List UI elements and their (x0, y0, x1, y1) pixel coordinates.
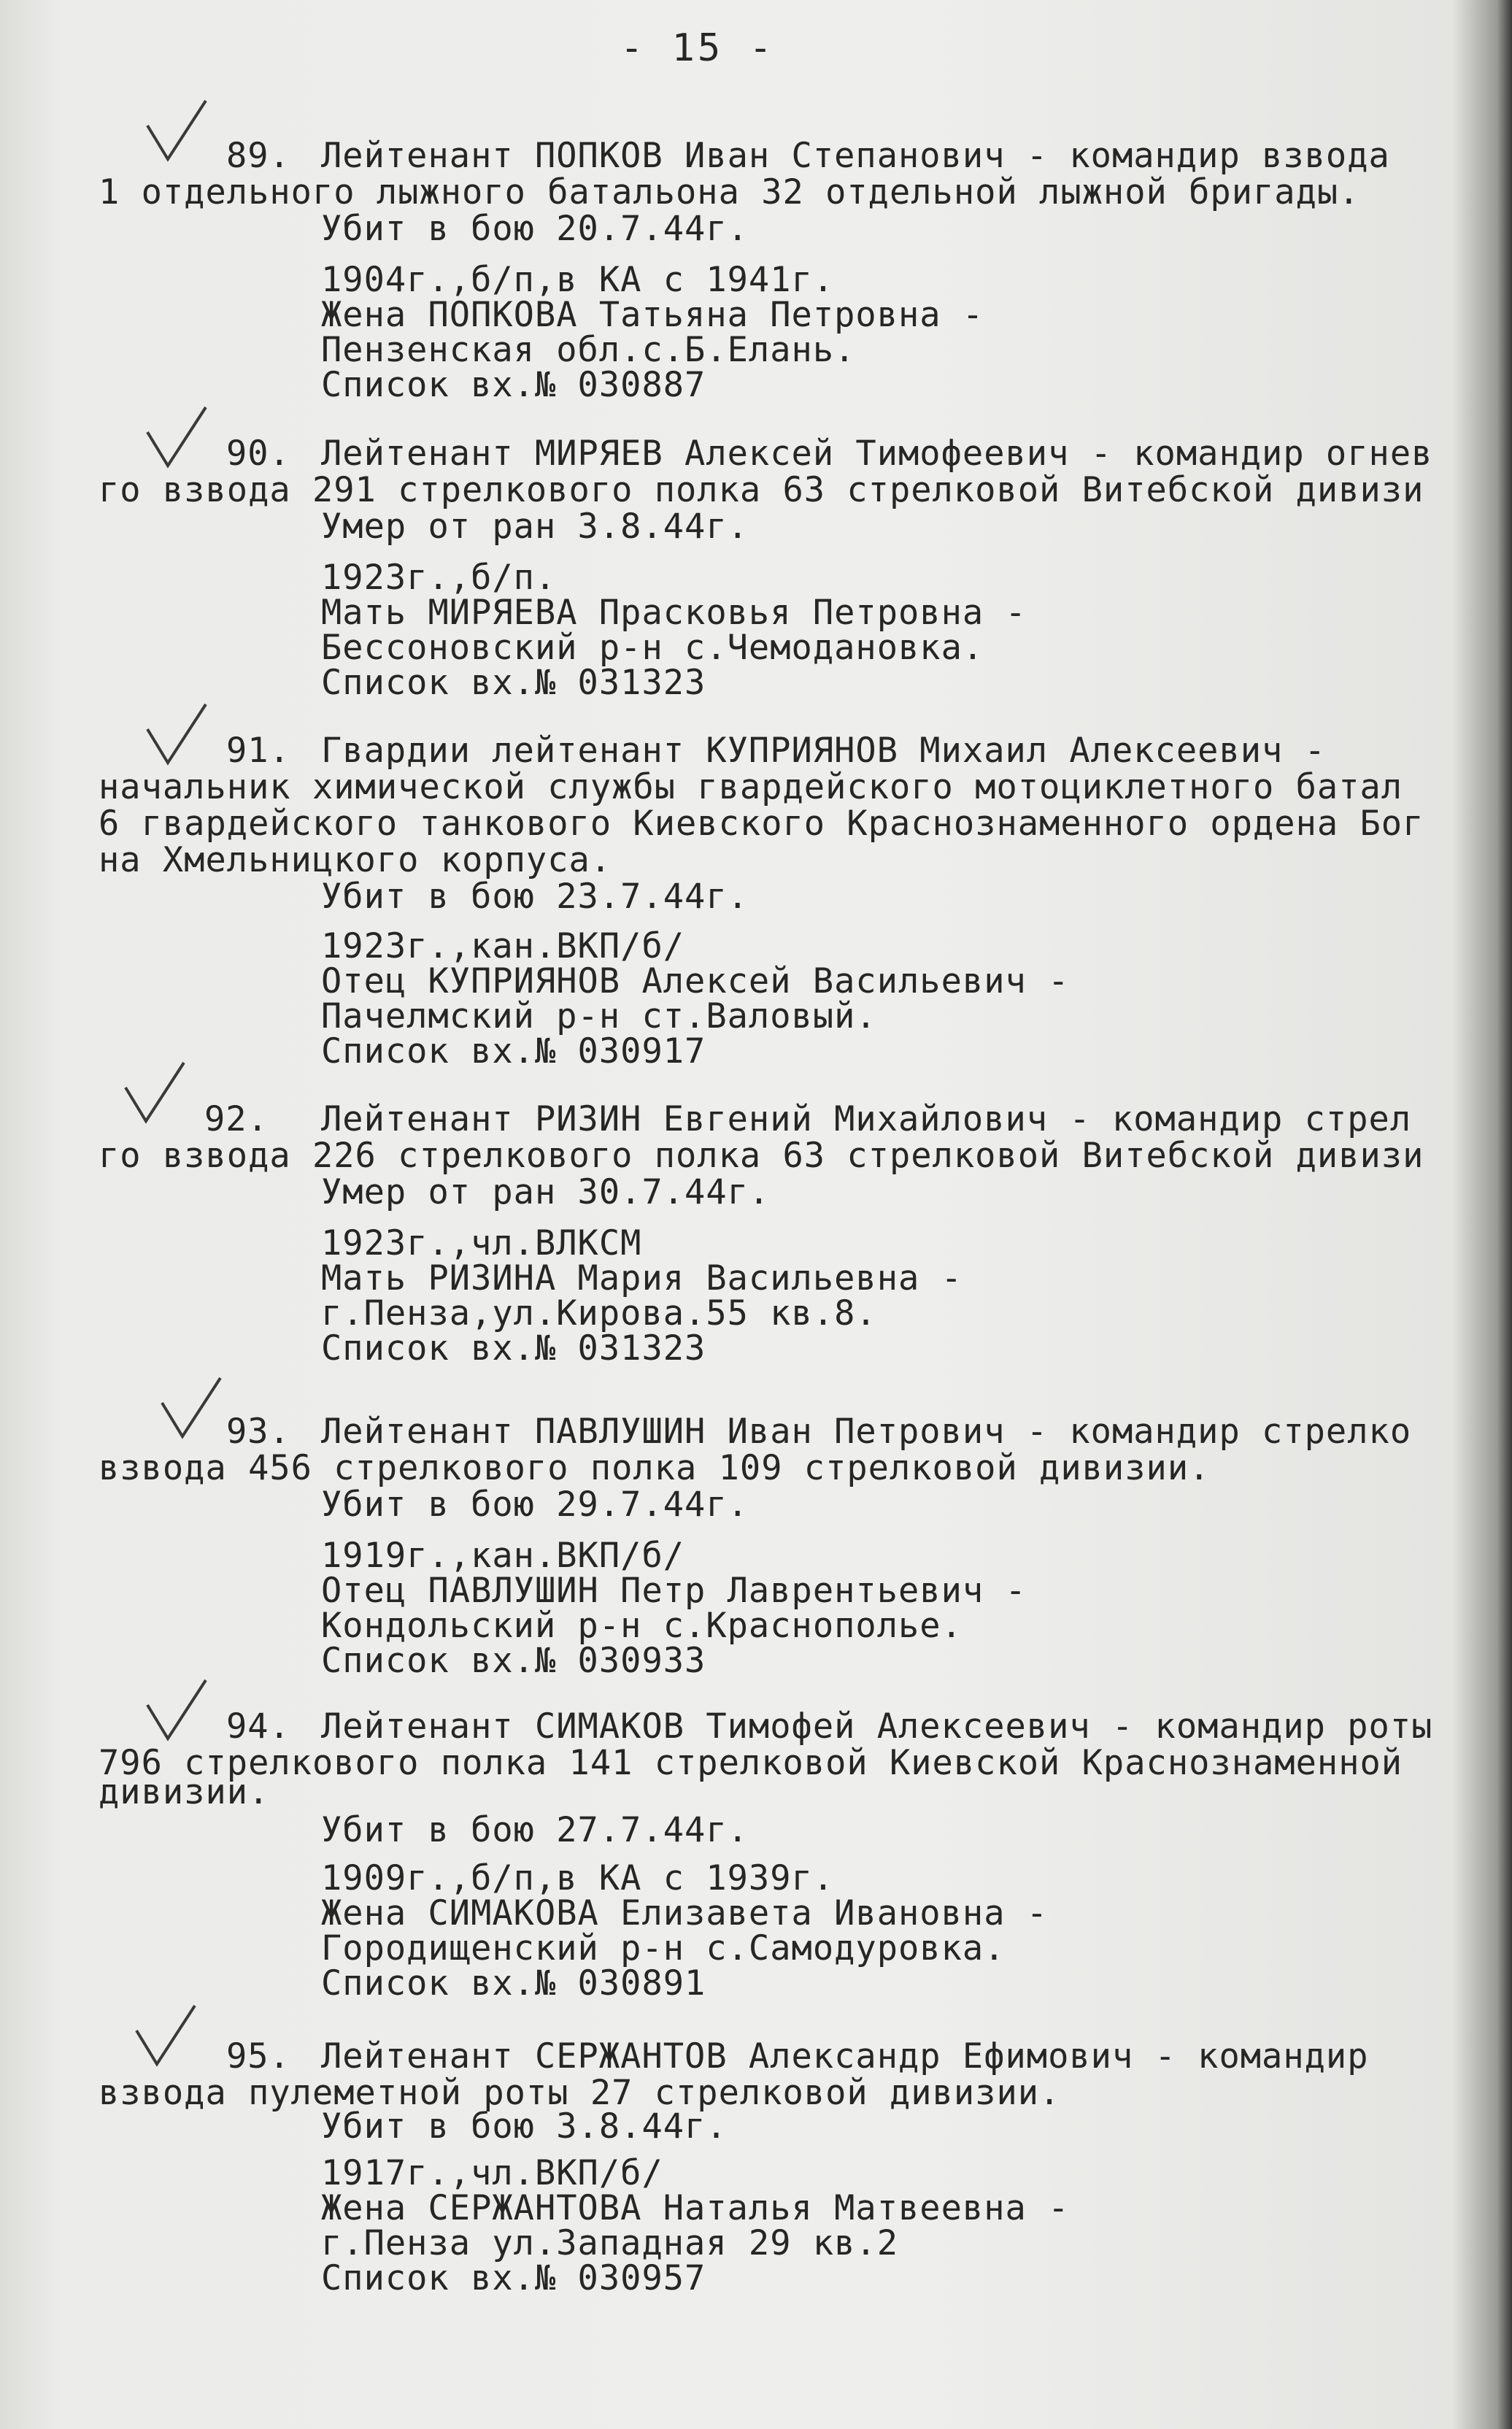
entry-relative: Отец ПАВЛУШИН Петр Лаврентьевич - (321, 1571, 1027, 1611)
entry-list: Список вх.№ 030933 (321, 1641, 706, 1681)
entry-address: Кондольский р-н с.Краснополье. (321, 1606, 963, 1646)
entry-fate: Убит в бою 20.7.44г. (321, 209, 749, 249)
entry-fate: Умер от ран 30.7.44г. (321, 1172, 771, 1212)
entry-line-2: 796 стрелкового полка 141 стрелковой Киевской Краснознаменной (99, 1743, 1403, 1783)
entry-line-1: Лейтенант ПАВЛУШИН Иван Петрович - командир стрелко (321, 1412, 1412, 1452)
entry-birth: 1904г.,б/п,в КА с 1941г. (321, 260, 835, 300)
page-number: - 15 - (620, 26, 775, 70)
entry-fate: Убит в бою 3.8.44г. (321, 2106, 728, 2147)
entry-number: 93. (226, 1412, 290, 1452)
entry-number: 95. (226, 2036, 290, 2076)
entry-birth: 1909г.,б/п,в КА с 1939г. (321, 1858, 835, 1898)
entry-line-2: го взвода 226 стрелкового полка 63 стрелковой Витебской дивизи (99, 1136, 1424, 1176)
entry-fate: Умер от ран 3.8.44г. (321, 507, 749, 547)
entry-line-1: Лейтенант ПОПКОВ Иван Степанович - командир взвода (321, 136, 1390, 176)
checkmark-icon (139, 98, 209, 168)
entry-address: Городищенский р-н с.Самодуровка. (321, 1928, 1006, 1968)
entry-relative: Отец КУПРИЯНОВ Алексей Васильевич - (321, 961, 1070, 1001)
entry-number: 90. (226, 434, 290, 474)
entry-list: Список вх.№ 031323 (321, 663, 706, 703)
entry-list: Список вх.№ 030887 (321, 365, 706, 405)
checkmark-icon (153, 1375, 223, 1445)
entry-relative: Жена СИМАКОВА Елизавета Ивановна - (321, 1893, 1049, 1933)
entry-list: Список вх.№ 030891 (321, 1963, 706, 2003)
entry-line-1: Лейтенант СЕРЖАНТОВ Александр Ефимович - командир (321, 2036, 1369, 2076)
entry-list: Список вх.№ 030957 (321, 2258, 706, 2298)
entry-relative: Мать РИЗИНА Мария Васильевна - (321, 1258, 963, 1298)
entry-relative: Жена СЕРЖАНТОВА Наталья Матвеевна - (321, 2188, 1070, 2228)
entry-fate: Убит в бою 27.7.44г. (321, 1810, 749, 1850)
checkmark-icon (139, 701, 209, 771)
entry-number: 91. (226, 731, 290, 771)
entry-birth: 1917г.,чл.ВКП/б/ (321, 2153, 663, 2193)
entry-line-4: на Хмельницкого корпуса. (99, 840, 612, 880)
entry-address: Пензенская обл.с.Б.Елань. (321, 330, 856, 370)
entry-line-1: Лейтенант РИЗИН Евгений Михайлович - командир стрел (321, 1099, 1412, 1139)
entry-line-2: взвода 456 стрелкового полка 109 стрелковой дивизии. (99, 1448, 1211, 1488)
entry-relative: Мать МИРЯЕВА Прасковья Петровна - (321, 593, 1027, 633)
entry-birth: 1923г.,чл.ВЛКСМ (321, 1223, 642, 1263)
entry-line-3: дивизии. (99, 1772, 270, 1812)
entry-fate: Убит в бою 29.7.44г. (321, 1485, 749, 1525)
entry-line-2: взвода пулеметной роты 27 стрелковой дивизии. (99, 2073, 1061, 2113)
checkmark-icon (117, 1060, 187, 1130)
entry-line-1: Лейтенант СИМАКОВ Тимофей Алексеевич - командир роты (321, 1706, 1433, 1747)
entry-number: 94. (226, 1706, 290, 1747)
checkmark-icon (128, 2003, 198, 2073)
entry-birth: 1923г.,кан.ВКП/б/ (321, 926, 685, 966)
entry-birth: 1923г.,б/п. (321, 558, 557, 598)
entry-line-2: 1 отдельного лыжного батальона 32 отдельной лыжной бригады. (99, 172, 1360, 212)
entry-fate: Убит в бою 23.7.44г. (321, 877, 749, 917)
entry-address: г.Пенза ул.Западная 29 кв.2 (321, 2223, 899, 2263)
entry-relative: Жена ПОПКОВА Татьяна Петровна - (321, 295, 984, 335)
entry-line-2: начальник химической службы гвардейского мотоциклетного батал (99, 767, 1403, 807)
entry-line-3: 6 гвардейского танкового Киевского Краснознаменного ордена Бог (99, 804, 1424, 844)
entry-list: Список вх.№ 030917 (321, 1031, 706, 1071)
entry-line-2: го взвода 291 стрелкового полка 63 стрелковой Витебской дивизи (99, 470, 1424, 510)
checkmark-icon (139, 1677, 209, 1747)
entry-number: 92. (204, 1099, 269, 1139)
entry-number: 89. (226, 136, 290, 176)
entry-birth: 1919г.,кан.ВКП/б/ (321, 1536, 685, 1576)
checkmark-icon (139, 404, 209, 474)
entry-address: г.Пенза,ул.Кирова.55 кв.8. (321, 1293, 877, 1333)
entry-list: Список вх.№ 031323 (321, 1328, 706, 1369)
entry-line-1: Лейтенант МИРЯЕВ Алексей Тимофеевич - командир огнев (321, 434, 1433, 474)
entry-address: Бессоновский р-н с.Чемодановка. (321, 628, 984, 668)
entry-address: Пачелмский р-н ст.Валовый. (321, 996, 877, 1036)
entry-line-1: Гвардии лейтенант КУПРИЯНОВ Михаил Алексеевич - (321, 731, 1326, 771)
